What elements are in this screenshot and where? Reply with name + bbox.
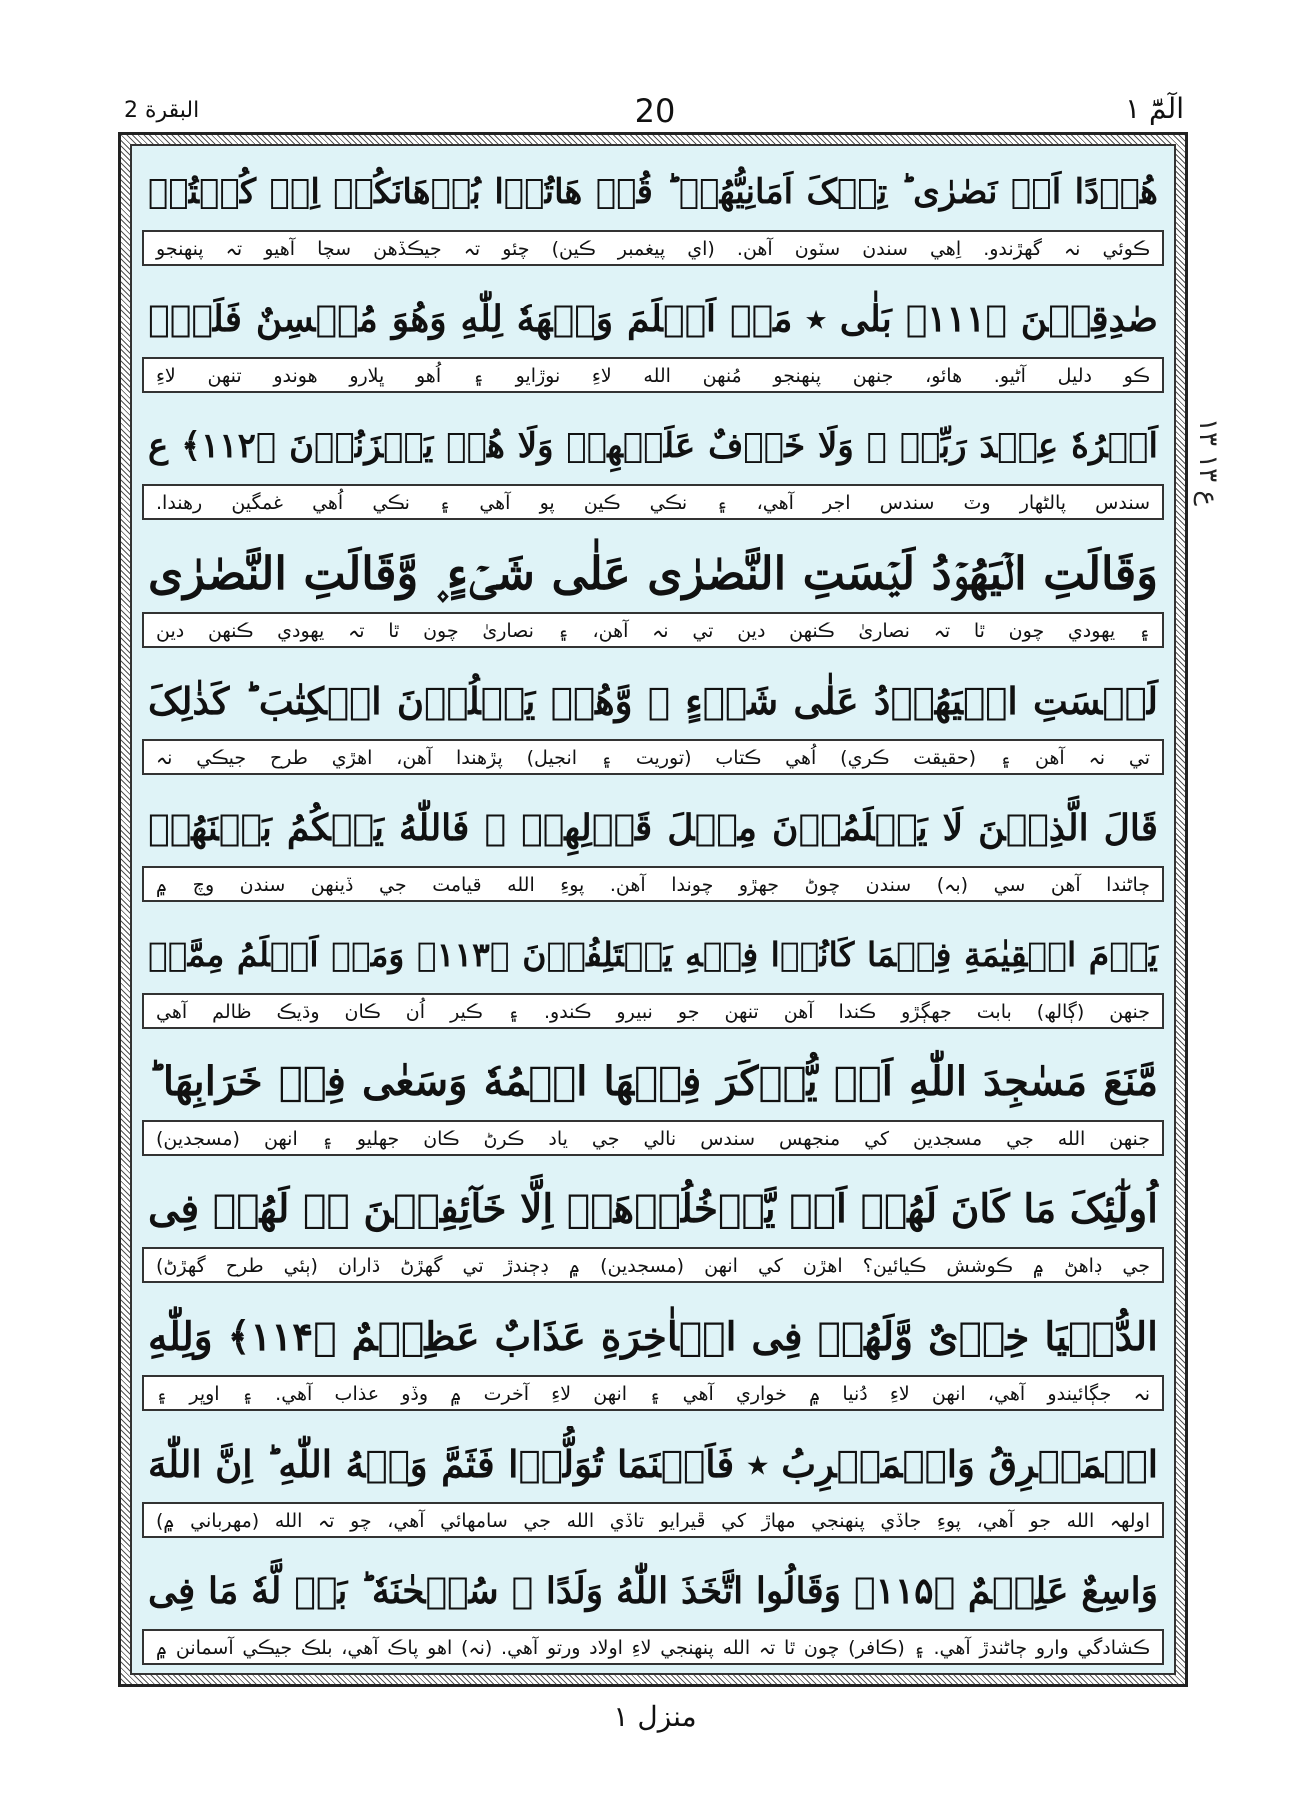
translation-line: سندس پالڻهار وٽ سندس اجر آهي، ۽ نڪي ڪين پو آهي ۽ نڪي اُهي غمگين رهندا.	[142, 484, 1164, 520]
verse-block	[142, 408, 1164, 520]
translation-line: جي ڊاهڻ ۾ ڪوشش ڪيائين؟ اهڙن کي انهن (مسجدين) ۾ ڊڄندڙ تي گھڙڻ ڌاران (ٻئي طرح گھڙڻ)	[142, 1247, 1164, 1283]
verse-block	[142, 790, 1164, 902]
translation-line: ڪشادگي وارو ڄاڻندڙ آهي. ۽ (ڪافر) چون ٿا تہ الله پنهنجي لاءِ اولاد ورتو آهي. (نہ) اهو پاڪ آهي، بلڪ جيڪي آسمانن ۾	[142, 1629, 1164, 1665]
verse-block	[142, 917, 1164, 1029]
translation-line: ۽ يهودي چون ٿا تہ نصارىٰ ڪنهن دين تي نہ آهن، ۽ نصارىٰ چون ٿا تہ يهودي ڪنهن دين	[142, 612, 1164, 648]
ruku-marker: ع ١٣ ١٣	[1193, 418, 1223, 506]
surah-name: البقرة 2	[124, 98, 200, 123]
translation-line: ڄاڻندا آهن سي (بہ) سندن چوڻ جهڙو چوندا آهن. پوءِ الله قيامت جي ڏينهن سندن وچ ۾	[142, 866, 1164, 902]
arabic-line: الدُّنۡیَا خِزۡیٌ وَّلَهُمۡ فِی الۡاٰخِرَةِ عَذَابٌ عَظِیۡمٌ ﴿۱۱۴﴾ وَلِلّٰهِ	[148, 1313, 1159, 1360]
verse-block	[142, 663, 1164, 775]
verse-block	[142, 1044, 1164, 1156]
arabic-line: هُوۡدًا اَوۡ نَصٰرٰی ؕ تِلۡکَ اَمَانِیُّهُمۡ ؕ قُلۡ هَاتُوۡا بُرۡهَانَکُمۡ اِنۡ کُنۡتُمۡ	[148, 172, 1158, 212]
translation-line: ڪو دليل آڻيو. هائو، جنهن پنهنجو مُنهن الله لاءِ نوڙايو ۽ اُهو ڀلارو هوندو تنهن لاءِ	[142, 357, 1164, 393]
translation-line: اولهہ الله جو آهي، پوءِ جاڏي پنهنجي مهاڙ کي ڦيرايو تاڏي الله جي سامهائي آهي، چو تہ الله (مهرباني ۾)	[142, 1502, 1164, 1538]
arabic-line: وَقَالَتِ الۡیَهُوۡدُ لَیۡسَتِ النَّصٰرٰی عَلٰی شَیۡءٍ ۪ وَّقَالَتِ النَّصٰرٰی	[148, 546, 1158, 600]
arabic-line: اَجۡرُهٗ عِنۡدَ رَبِّهٖ ۪ وَلَا خَوۡفٌ عَلَیۡهِمۡ وَلَا هُمۡ یَحۡزَنُوۡنَ ﴿۱۱۲﴾ ع	[148, 426, 1158, 467]
verse-block	[142, 1553, 1164, 1665]
verse-block	[142, 1171, 1164, 1283]
page-number: 20	[634, 92, 676, 130]
juz-name: الٓمّٓ ١	[1125, 92, 1184, 125]
arabic-line: مَّنَعَ مَسٰجِدَ اللّٰهِ اَنۡ یُّذۡکَرَ فِیۡهَا اسۡمُهٗ وَسَعٰی فِیۡ خَرَابِهَا ؕ	[148, 1058, 1158, 1106]
verse-block	[142, 1426, 1164, 1538]
manzil-marker: منزل ١	[613, 1700, 697, 1733]
arabic-line: لَیۡسَتِ الۡیَهُوۡدُ عَلٰی شَیۡءٍ ۙ وَّهُمۡ یَتۡلُوۡنَ الۡکِتٰبَ ؕ کَذٰلِکَ	[148, 678, 1158, 723]
arabic-line: قَالَ الَّذِیۡنَ لَا یَعۡلَمُوۡنَ مِثۡلَ قَوۡلِهِمۡ ۚ فَاللّٰهُ یَحۡکُمُ بَیۡنَهُمۡ	[148, 806, 1159, 849]
arabic-line: اُولٰٓئِکَ مَا کَانَ لَهُمۡ اَنۡ یَّدۡخُلُوۡهَاۤ اِلَّا خَآئِفِیۡنَ ۬ؕ لَهُمۡ فِی	[148, 1186, 1158, 1233]
text-panel	[130, 144, 1176, 1675]
page-header	[120, 92, 1190, 130]
verse-block	[142, 281, 1164, 393]
translation-line: جنهن (ڳالھ) بابت جهڳڙو ڪندا آهن تنهن جو نبيرو ڪندو. ۽ ڪير اُن ڪان وڌيڪ ظالم آهي	[142, 993, 1164, 1029]
verse-block	[142, 536, 1164, 648]
arabic-line: الۡمَشۡرِقُ وَالۡمَغۡرِبُ ٭ فَاَیۡنَمَا تُوَلُّوۡا فَثَمَّ وَجۡهُ اللّٰهِ ؕ اِنَّ اللّٰهَ	[148, 1441, 1158, 1486]
translation-line: تي نہ آهن ۽ (حقيقت ڪري) اُهي ڪتاب (توريت ۽ انجيل) پڙهندا آهن، اهڙي طرح جيڪي نہ	[142, 739, 1164, 775]
verse-block	[142, 1299, 1164, 1411]
verse-block	[142, 154, 1164, 266]
translation-line: ڪوئي نہ گھڙندو. اِهي سندن سٽون آهن. (اي پيغمبر ڪين) چئو تہ جيڪڏهن سچا آهيو تہ پنهنجو	[142, 230, 1164, 266]
translation-line: نہ جڳائيندو آهي، انهن لاءِ دُنيا ۾ خواري آهي ۽ انهن لاءِ آخرت ۾ وڏو عذاب آهي. ۽ اوڀر ۽	[142, 1375, 1164, 1411]
translation-line: جنهن الله جي مسجدين کي منجھس سندس نالي جي ياد ڪرڻ ڪان جهليو ۽ انهن (مسجدين)	[142, 1120, 1164, 1156]
page-border	[118, 132, 1188, 1687]
arabic-line: وَاسِعٌ عَلِیۡمٌ ﴿۱۱۵﴾ وَقَالُوا اتَّخَذَ اللّٰهُ وَلَدًا ۙ سُبۡحٰنَهٗ ؕ بَلۡ لَّهٗ مَا فِی	[148, 1569, 1158, 1612]
arabic-line: صٰدِقِیۡنَ ﴿۱۱۱﴾ بَلٰی ٭ مَنۡ اَسۡلَمَ وَجۡهَهٗ لِلّٰهِ وَهُوَ مُحۡسِنٌ فَلَهٗۤ	[148, 298, 1158, 341]
arabic-line: یَوۡمَ الۡقِیٰمَةِ فِیۡمَا کَانُوۡا فِیۡهِ یَخۡتَلِفُوۡنَ ﴿۱۱۳﴾ وَمَنۡ اَظۡلَمُ مِمَّنۡ	[148, 935, 1158, 975]
